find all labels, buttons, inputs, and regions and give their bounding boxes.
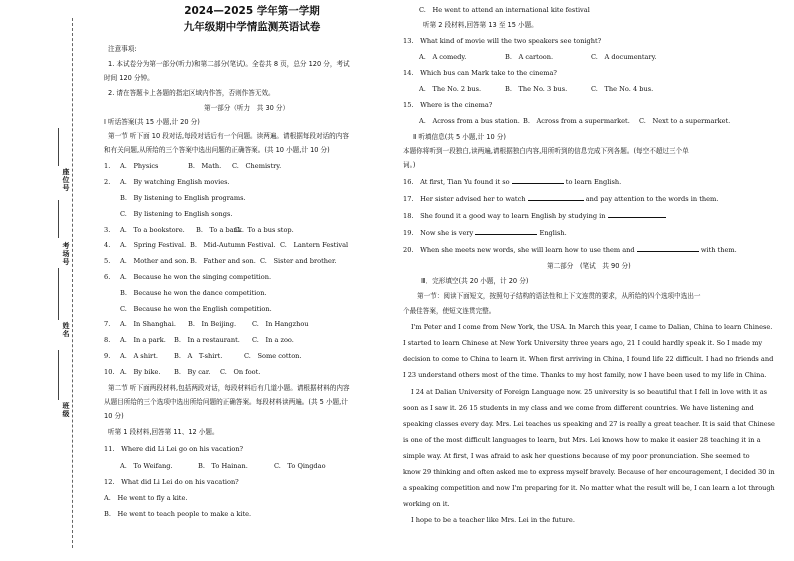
option: C. He went to attend an international kite festival xyxy=(419,6,590,14)
left-column xyxy=(104,0,400,561)
question-text: English. xyxy=(539,229,567,237)
note-1a: 1. 本试卷分为第一部分(听力)和第二部分(笔试)。全卷共 8 页，总分 120 分，考试 xyxy=(108,60,350,68)
question-15: 15. Where is the cinema? xyxy=(403,101,493,109)
option: A. Across from a bus station. xyxy=(419,117,520,125)
name-label: 姓名 xyxy=(62,322,70,338)
question-9-number: 9. xyxy=(104,352,111,360)
option: A. A shirt. xyxy=(120,352,158,360)
option: B. Math. xyxy=(188,162,222,170)
class-line xyxy=(58,350,59,400)
question-text: 17. Her sister advised her to watch xyxy=(403,195,526,203)
option: C. On foot. xyxy=(220,368,261,376)
question-1 xyxy=(104,159,110,174)
option: B. In a restaurant. xyxy=(174,336,240,344)
answer-blank[interactable] xyxy=(528,193,584,201)
question-text: 16. At first, Tian Yu found it so xyxy=(403,178,510,186)
option: B. To Hainan. xyxy=(198,462,248,470)
passage-line: I'm Peter and I come from New York, the USA. In March this year, I came to Dalian, China to learn Chinese. xyxy=(411,323,773,331)
section2-listening-instructions-2: 词。) xyxy=(403,161,416,169)
part1-heading: 第一部分（听力 共 30 分） xyxy=(204,104,290,112)
option: C. Lantern Festival xyxy=(280,241,349,249)
material-1-heading: 听第 1 段材料,回答第 11、12 小题。 xyxy=(108,428,219,436)
option: B. Across from a supermarket. xyxy=(523,117,630,125)
option: A. Spring Festival. xyxy=(120,241,187,249)
material-2-heading: 听第 2 段材料,回答第 13 至 15 小题。 xyxy=(423,21,538,29)
option: C. Sister and brother. xyxy=(260,257,337,265)
question-text: 18. She found it a good way to learn English by studying in xyxy=(403,212,606,220)
question-2-number: 2. xyxy=(104,178,111,186)
answer-blank[interactable] xyxy=(637,244,699,252)
question-10-number: 10. xyxy=(104,368,115,376)
question-8-number: 8. xyxy=(104,336,111,344)
question-11: 11. Where did Li Lei go on his vacation? xyxy=(104,445,244,453)
question-text: 19. Now she is very xyxy=(403,229,474,237)
option: A. In a park. xyxy=(120,336,166,344)
binding-strip xyxy=(0,0,92,561)
passage-line: I hope to be a teacher like Mrs. Lei in the future. xyxy=(411,516,575,524)
binding-dashed-line xyxy=(72,18,73,548)
option: C. A documentary. xyxy=(591,53,657,61)
passage-line: decision to come to China to learn it. When first arriving in China, I found life 22 difficult. I had no friends and xyxy=(403,355,774,363)
right-column xyxy=(403,0,775,561)
option: C. The No. 4 bus. xyxy=(591,85,654,93)
fill-question-20 xyxy=(403,243,737,258)
fill-question-19 xyxy=(403,226,567,241)
exam-year-title: 2024—2025 学年第一学期 xyxy=(184,5,320,17)
answer-blank[interactable] xyxy=(608,210,666,218)
option: A. In Shanghai. xyxy=(120,320,176,328)
question-12: 12. What did Li Lei do on his vacation? xyxy=(104,478,239,486)
section1-instructions-1: 第一节 听下面 10 段对话,每段对话后有一个问题。读两遍。请根据每段对话的内容 xyxy=(108,132,349,140)
option: B. To a bank. xyxy=(196,226,245,234)
option: A. A comedy. xyxy=(419,53,467,61)
passage-line: working on it. xyxy=(403,500,450,508)
option: A. To a bookstore. xyxy=(120,226,185,234)
question-5-number: 5. xyxy=(104,257,111,265)
option: A. Mother and son. xyxy=(120,257,189,265)
option: A. By watching English movies. xyxy=(120,178,230,186)
option: C. Chemistry. xyxy=(232,162,282,170)
note-1b: 时间 120 分钟。 xyxy=(104,74,154,82)
option: A. By bike. xyxy=(120,368,161,376)
option: B. A cartoon. xyxy=(505,53,554,61)
note-2: 2. 请在答题卡上各题的指定区域内作答，否则作答无效。 xyxy=(108,89,275,97)
option: A. Physics xyxy=(120,162,159,170)
passage-line: know 29 thinking and often asked me to express myself bravely. Because of her encouragement, I decided 30 in xyxy=(403,468,775,476)
fill-question-17 xyxy=(403,192,718,207)
section3-heading: Ⅲ．完形填空(共 20 小题，计 20 分) xyxy=(421,277,529,285)
section2-instructions-2: 从题目所给的三个选项中选出所给问题的正确答案。每段材料读两遍。(共 5 小题,计 xyxy=(104,398,348,406)
section2-listening-instructions-1: 本题你将听到一段独白,读两遍,请根据独白内容,用所听到的信息完成下列各题。(每空不超过三个单 xyxy=(403,147,689,155)
option: C. Some cotton. xyxy=(244,352,302,360)
option: C. To a bus stop. xyxy=(234,226,294,234)
option: A. The No. 2 bus. xyxy=(419,85,482,93)
question-text: to learn English. xyxy=(565,178,622,186)
option: B. He went to teach people to make a kite. xyxy=(104,510,252,518)
name-line xyxy=(58,268,59,320)
question-text: 20. When she meets new words, she will learn how to use them and xyxy=(403,246,635,254)
option: C. By listening to English songs. xyxy=(120,210,233,218)
part2-heading: 第二部分 (笔试 共 90 分) xyxy=(547,262,631,270)
option: B. The No. 3 bus. xyxy=(505,85,568,93)
section2-instructions-3: 10 分) xyxy=(104,412,124,420)
option: C. Next to a supermarket. xyxy=(639,117,731,125)
option: B. A T-shirt. xyxy=(174,352,223,360)
option: A. Because he won the singing competition. xyxy=(120,273,272,281)
option: C. To Qingdao xyxy=(274,462,326,470)
question-number: 1. xyxy=(104,162,111,170)
answer-blank[interactable] xyxy=(475,227,537,235)
section3-instructions-1: 第一节：阅读下面短文，按照句子结构的语法性和上下文连贯的要求，从所给的四个选项中选出一 xyxy=(417,292,701,300)
section3-instructions-2: 个最佳答案，使短文连贯完整。 xyxy=(403,307,496,315)
question-14: 14. Which bus can Mark take to the cinema? xyxy=(403,69,557,77)
exam-room-label: 考场号 xyxy=(62,242,70,266)
seat-line xyxy=(58,128,59,166)
passage-line: simple way. At first, I was afraid to ask her questions because of my poor pronunciation. She seemed to xyxy=(403,452,750,460)
question-text: with them. xyxy=(700,246,737,254)
option: A. To Weifang. xyxy=(120,462,173,470)
passage-line: is one of the most difficult languages to learn, but Mrs. Lei knows how to make it easier 28 teaching it in a xyxy=(403,436,761,444)
notes-heading: 注意事项: xyxy=(108,45,137,53)
section2-listening-heading: Ⅱ 听填信息(共 5 小题,计 10 分) xyxy=(413,133,506,141)
passage-line: I started to learn Chinese at New York University three years ago, 21 I could hardly speak it. So I made my xyxy=(403,339,763,347)
class-label: 班级 xyxy=(62,402,70,418)
question-3-number: 3. xyxy=(104,226,111,234)
option: B. Mid-Autumn Festival. xyxy=(190,241,276,249)
question-7-number: 7. xyxy=(104,320,111,328)
seat-label: 座位号 xyxy=(62,168,70,192)
option: A. He went to fly a kite. xyxy=(104,494,188,502)
option: C. In Hangzhou xyxy=(252,320,309,328)
exam-room-line xyxy=(58,200,59,238)
section1-instructions-2: 和有关问题,从所给的三个答案中选出问题的正确答案。(共 10 小题,计 10 分) xyxy=(104,146,330,154)
option: B. Because he won the dance competition. xyxy=(120,289,267,297)
option: B. Father and son. xyxy=(190,257,256,265)
question-4-number: 4. xyxy=(104,241,111,249)
answer-blank[interactable] xyxy=(512,176,564,184)
passage-line: I 24 at Dalian University of Foreign Language now. 25 university is so beautiful that I fell in love with it as xyxy=(411,388,768,396)
passage-line: I 23 understand others most of the time. Thanks to my host family, now I have been used to my life in China. xyxy=(403,371,767,379)
exam-main-title: 九年级期中学情监测英语试卷 xyxy=(183,21,321,33)
section1-heading: I 听话答案(共 15 小题,计 20 分) xyxy=(104,118,200,126)
passage-line: a speaking competition and now I'm preparing for it. No matter what the result will be, I can learn a lot through xyxy=(403,484,775,492)
option: B. By car. xyxy=(174,368,211,376)
question-text: and pay attention to the words in them. xyxy=(585,195,719,203)
option: B. By listening to English programs. xyxy=(120,194,246,202)
fill-question-18 xyxy=(403,209,666,224)
option: B. In Beijing. xyxy=(188,320,237,328)
option: C. Because he won the English competition. xyxy=(120,305,272,313)
passage-line: soon as I saw it. 26 15 students in my class and we come from different countries. We have listening and xyxy=(403,404,754,412)
fill-question-16 xyxy=(403,175,621,190)
section2-instructions-1: 第二节 听下面两段材料,包括两段对话，每段材料后有几道小题。请根据材料的内容 xyxy=(108,384,350,392)
question-6-number: 6. xyxy=(104,273,111,281)
option: C. In a zoo. xyxy=(252,336,294,344)
passage-line: speaking classes every day. Mrs. Lei teaches us speaking and 27 is really a great teacher. It is said that Chinese xyxy=(403,420,775,428)
question-13: 13. What kind of movie will the two speakers see tonight? xyxy=(403,37,602,45)
